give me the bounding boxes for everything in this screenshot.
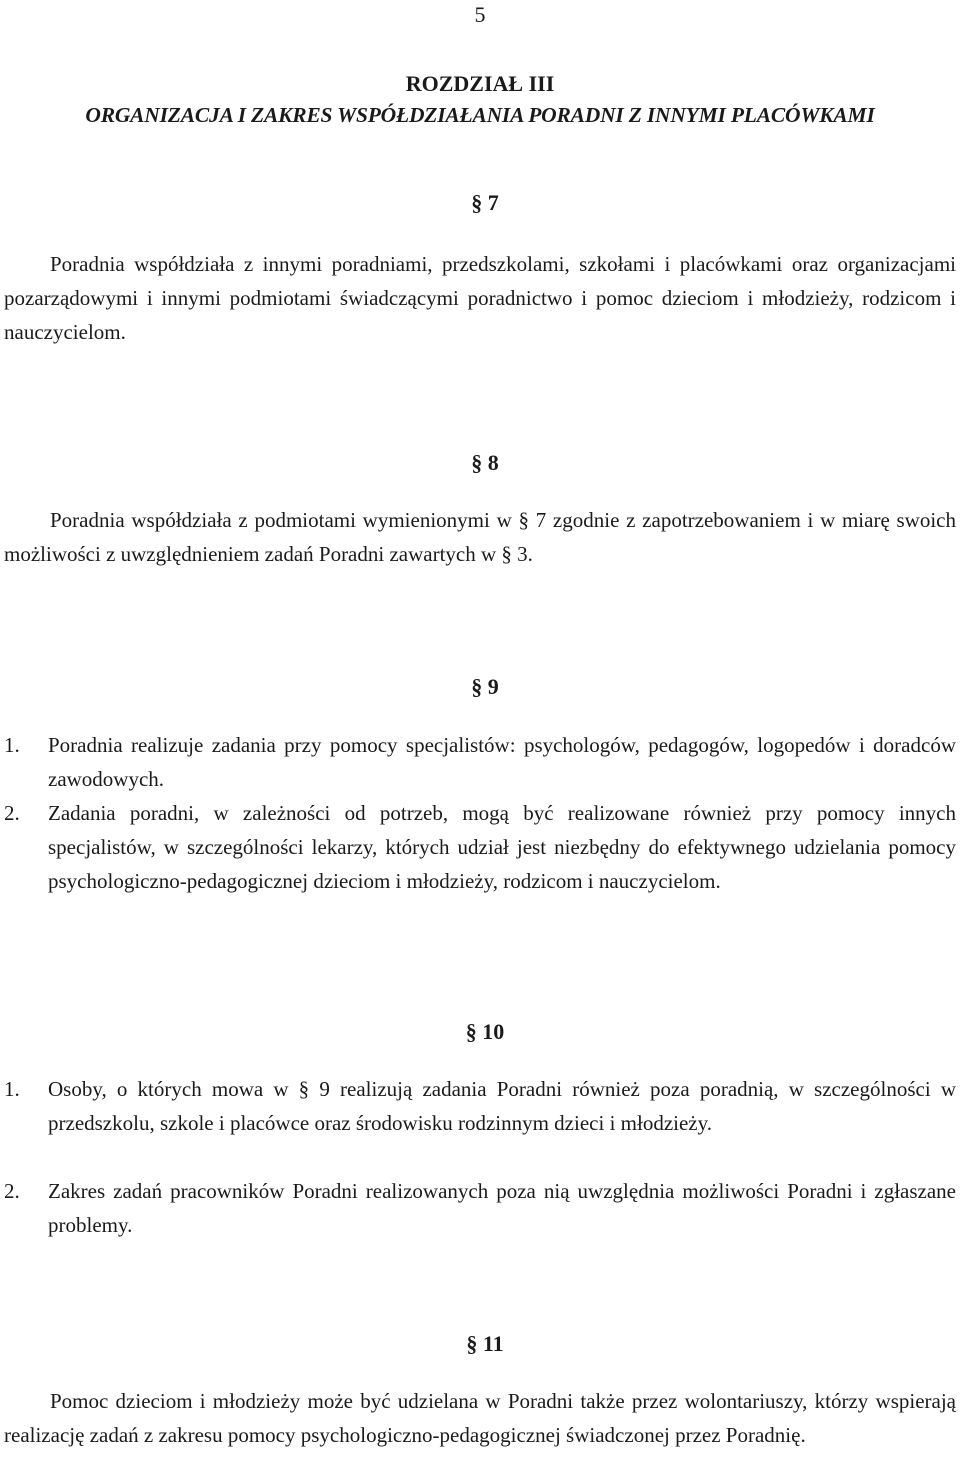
section-9-item-1	[4, 728, 956, 796]
item-text: Poradnia realizuje zadania przy pomocy specjalistów: psychologów, pedagogów, logopedów i doradców zawodowych.	[48, 733, 956, 791]
section-7-text: Poradnia współdziała z innymi poradniami, przedszkolami, szkołami i placówkami oraz organizacjami pozarządowymi i innymi podmiotami świadczącymi poradnictwo i pomoc dzieciom i młodzieży, rodzicom i nauczycielom.	[4, 252, 956, 344]
section-11-text: Pomoc dzieciom i młodzieży może być udzielana w Poradni także przez wolontariuszy, którzy wspierają realizację zadań z zakresu pomocy psychologiczno-pedagogicznej świadczonej przez Poradnię.	[4, 1389, 956, 1447]
section-8-text: Poradnia współdziała z podmiotami wymienionymi w § 7 zgodnie z zapotrzebowaniem i w miarę swoich możliwości z uwzględnieniem zadań Poradni zawartych w § 3.	[4, 508, 956, 566]
section-9-item-2	[4, 796, 956, 898]
section-7-heading: § 7	[471, 190, 499, 215]
item-text: Zadania poradni, w zależności od potrzeb, mogą być realizowane również przy pomocy innych specjalistów, w szczególności lekarzy, których udział jest niezbędny do efektywnego udzielania pomocy psychologiczno-pedagogicznej dzieciom i młodzieży, rodzicom i nauczycielom.	[48, 801, 956, 893]
item-text: Osoby, o których mowa w § 9 realizują zadania Poradni również poza poradnią, w szczególności w przedszkolu, szkole i placówce oraz środowisku rodzinnym dzieci i młodzieży.	[48, 1077, 956, 1135]
chapter-number: ROZDZIAŁ III	[405, 71, 555, 96]
section-10-item-1	[4, 1072, 956, 1140]
section-8-heading: § 8	[471, 450, 499, 475]
chapter-title: ORGANIZACJA I ZAKRES WSPÓŁDZIAŁANIA PORADNI Z INNYMI PLACÓWKAMI	[85, 103, 875, 127]
section-10-heading: § 10	[465, 1019, 505, 1044]
page-number: 5	[474, 2, 486, 27]
item-text: Zakres zadań pracowników Poradni realizowanych poza nią uwzględnia możliwości Poradni i zgłaszane problemy.	[48, 1179, 956, 1237]
item-number: 1.	[4, 1077, 20, 1101]
item-number: 1.	[4, 733, 20, 757]
item-number: 2.	[4, 801, 20, 825]
section-10-item-2	[4, 1174, 956, 1242]
section-11-heading: § 11	[466, 1331, 504, 1356]
item-number: 2.	[4, 1179, 20, 1203]
section-9-heading: § 9	[471, 674, 499, 699]
